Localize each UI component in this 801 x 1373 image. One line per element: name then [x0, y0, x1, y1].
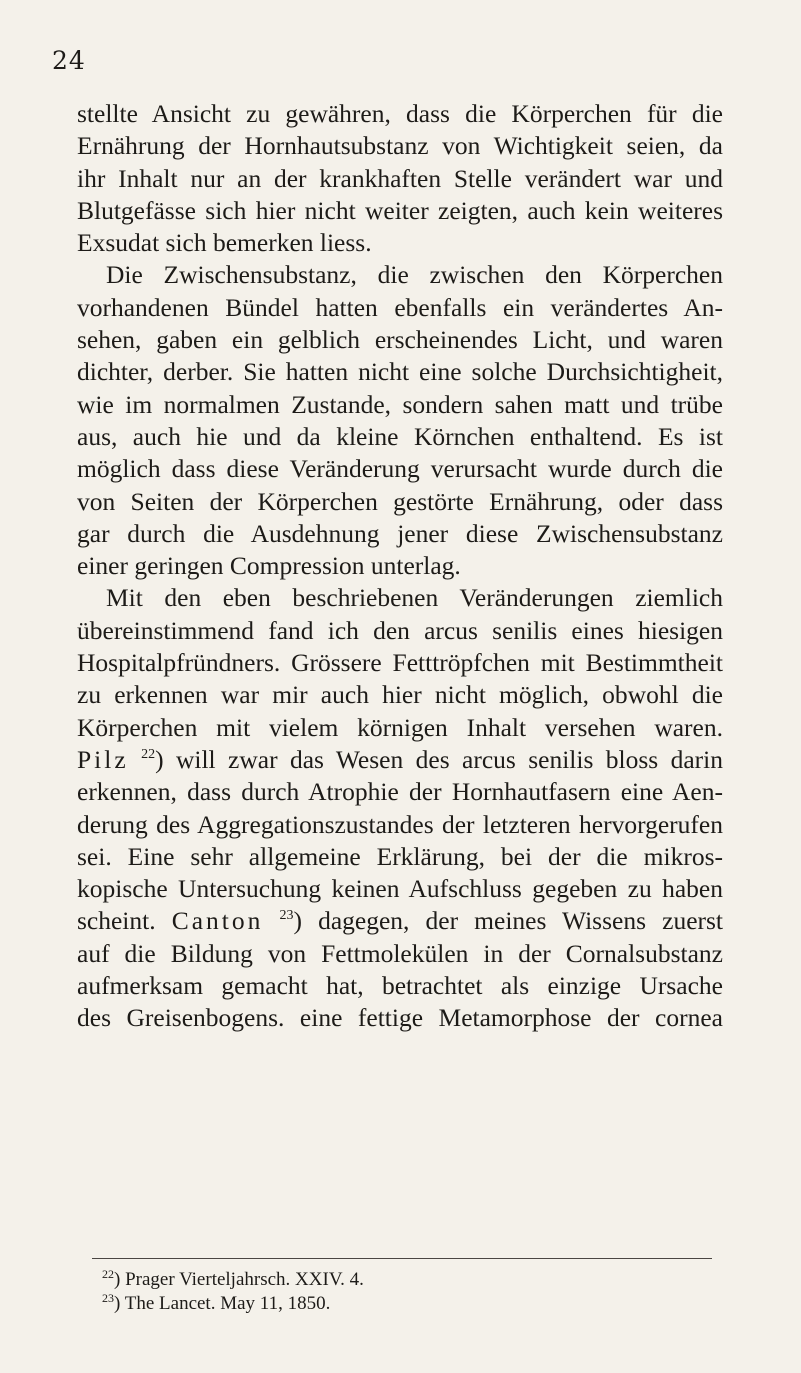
- text-line: Die Zwischensubstanz, die zwischen den Körperchen: [106, 260, 723, 290]
- text-line: aus, auch hie und da kleine Körnchen enthaltend. Es ist: [77, 421, 723, 451]
- footnote-text: The Lancet. May 11, 1850.: [124, 1293, 331, 1314]
- footnote-number: 23: [102, 1291, 114, 1305]
- text-line: von Seiten der Körperchen gestörte Ernährung, oder dass: [77, 486, 723, 516]
- text-line: ihr Inhalt nur an der krankhaften Stelle verändert war und: [77, 163, 723, 193]
- text-line-pre: scheint.: [77, 906, 156, 936]
- text-line: stellte Ansicht zu gewähren, dass die Körperchen für die: [77, 99, 723, 128]
- text-line: des Greisenbogens. eine fettige Metamorphose der cornea: [77, 1003, 723, 1033]
- text-line: sehen, gaben ein gelblich erscheinendes Licht, und waren: [77, 325, 723, 355]
- text-line: Mit den eben beschriebenen Veränderungen ziemlich: [106, 583, 723, 613]
- author-name-pilz: Pilz: [77, 744, 129, 774]
- text-line: auf die Bildung von Fettmolekülen in der Cornalsubstanz: [77, 938, 723, 968]
- footnotes: [102, 1268, 722, 1316]
- text-line: wie im normalmen Zustande, sondern sahen matt und trübe: [77, 389, 723, 419]
- text-line-rest: dagegen, der meines Wissens zuerst: [318, 906, 724, 936]
- text-line: dichter, derber. Sie hatten nicht eine solche Durchsichtigheit,: [77, 357, 723, 387]
- text-line-canton: scheint. Canton $^{23}$) dagegen, der meines Wissens zuerst: [77, 906, 724, 936]
- text-line: einer geringen Compression unterlag.: [77, 551, 461, 581]
- text-line: Blutgefässe sich hier nicht weiter zeigten, auch kein weiteres: [77, 195, 723, 225]
- main-text: [77, 98, 723, 1035]
- footnote-ref-22: 22: [141, 746, 156, 762]
- footnote-text: Prager Vierteljahrsch. XXIV. 4.: [125, 1269, 364, 1290]
- footnote-ref-23: 23: [279, 908, 294, 924]
- text-line: Ernährung der Hornhautsubstanz von Wichtigkeit seien, da: [77, 131, 723, 161]
- text-line: Körperchen mit vielem körnigen Inhalt versehen waren.: [77, 712, 723, 742]
- text-line: übereinstimmend fand ich den arcus senilis eines hiesigen: [77, 615, 723, 645]
- text-line: Hospitalpfründners. Grössere Fetttröpfchen mit Bestimmtheit: [77, 648, 723, 678]
- text-line: zu erkennen war mir auch hier nicht möglich, obwohl die: [77, 680, 723, 710]
- text-line-rest: will zwar das Wesen des arcus senilis bloss darin: [175, 744, 723, 774]
- footnote-number: 22: [102, 1267, 114, 1281]
- text-line: aufmerksam gemacht hat, betrachtet als einzige Ursache: [77, 971, 723, 1001]
- text-line: vorhandenen Bündel hatten ebenfalls ein verändertes An-: [77, 292, 723, 322]
- text-line: gar durch die Ausdehnung jener diese Zwischensubstanz: [77, 518, 723, 548]
- text-line: möglich dass diese Veränderung verursacht wurde durch die: [77, 454, 723, 484]
- footnote: $^{22}$) Prager Vierteljahrsch. XXIV. 4.: [102, 1267, 364, 1290]
- footnote-divider: [92, 1258, 712, 1259]
- text-line: erkennen, dass durch Atrophie der Hornhautfasern eine Aen-: [77, 777, 723, 807]
- text-line-pilz: Pilz $^{22}$) will zwar das Wesen des arcus senilis bloss darin: [77, 744, 723, 774]
- text-line: sei. Eine sehr allgemeine Erklärung, bei der die mikros-: [77, 841, 723, 871]
- page-number: 24: [52, 46, 86, 75]
- text-line: Exsudat sich bemerken liess.: [77, 228, 372, 258]
- footnote: $^{23}$) The Lancet. May 11, 1850.: [102, 1291, 331, 1314]
- text-line: derung des Aggregationszustandes der letzteren hervorgerufen: [77, 809, 723, 839]
- text-line: kopische Untersuchung keinen Aufschluss gegeben zu haben: [77, 874, 723, 904]
- author-name-canton: Canton: [171, 906, 264, 936]
